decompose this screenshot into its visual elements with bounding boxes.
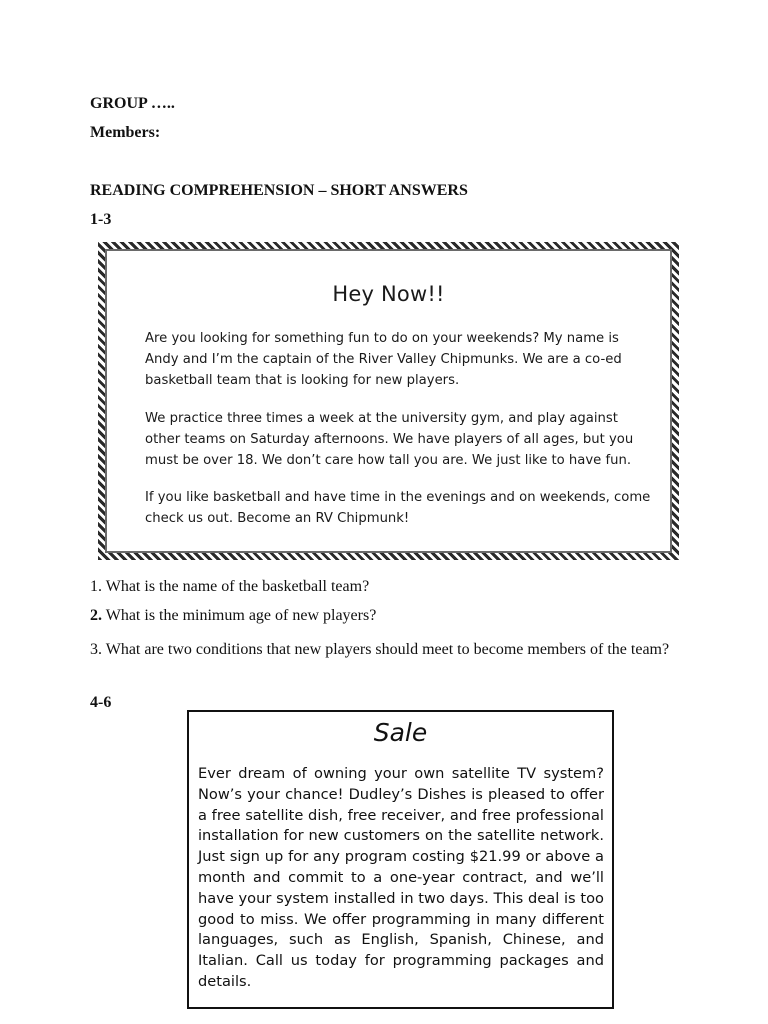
question-2 <box>90 606 670 626</box>
question-number: 1. <box>90 578 102 595</box>
sale-title: Sale <box>373 718 428 747</box>
question-text: What is the name of the basketball team? <box>105 578 370 595</box>
group-label: GROUP ….. <box>90 95 175 112</box>
flyer-content <box>105 249 672 553</box>
section-title: READING COMPREHENSION – SHORT ANSWERS <box>90 182 468 199</box>
question-text: What is the minimum age of new players? <box>105 607 377 624</box>
basketball-flyer <box>98 242 679 560</box>
flyer-title: Hey Now!! <box>332 282 445 306</box>
question-text: What are two conditions that new players should meet to become members of the team? <box>105 641 670 658</box>
sale-body: Ever dream of owning your own satellite TV system? Now’s your chance! Dudley’s Dishes is pleased to offer a free satellite dish, free receiver, and free professional installation for new customers on the satellite network. Just sign up for any program costing $21.99 or above a month and commit to a one-year contract, and we’ll have your system installed in two days. This deal is too good to miss. We offer programming in many different languages, such as English, Spanish, Chinese, and Italian. Call us today for programming packages and details. <box>198 765 604 990</box>
flyer-paragraph: If you like basketball and have time in the evenings and on weekends, come check us out. Become an RV Chipmunk! <box>145 490 651 526</box>
question-number: 3. <box>90 641 102 658</box>
question-range-2: 4-6 <box>90 694 112 711</box>
flyer-paragraph: Are you looking for something fun to do on your weekends? My name is Andy and I’m the captain of the River Valley Chipmunks. We are a co-ed basketball team that is looking for new players. <box>145 331 622 388</box>
question-1 <box>90 577 670 597</box>
sale-ad-box <box>187 710 614 1009</box>
flyer-paragraph: We practice three times a week at the university gym, and play against other teams on Saturday afternoons. We have players of all ages, but you must be over 18. We don’t care how tall you are. We just like to have fun. <box>145 411 634 468</box>
members-label: Members: <box>90 124 161 141</box>
question-range-1: 1-3 <box>90 211 112 228</box>
question-number: 2. <box>90 607 102 624</box>
question-3 <box>90 635 670 664</box>
